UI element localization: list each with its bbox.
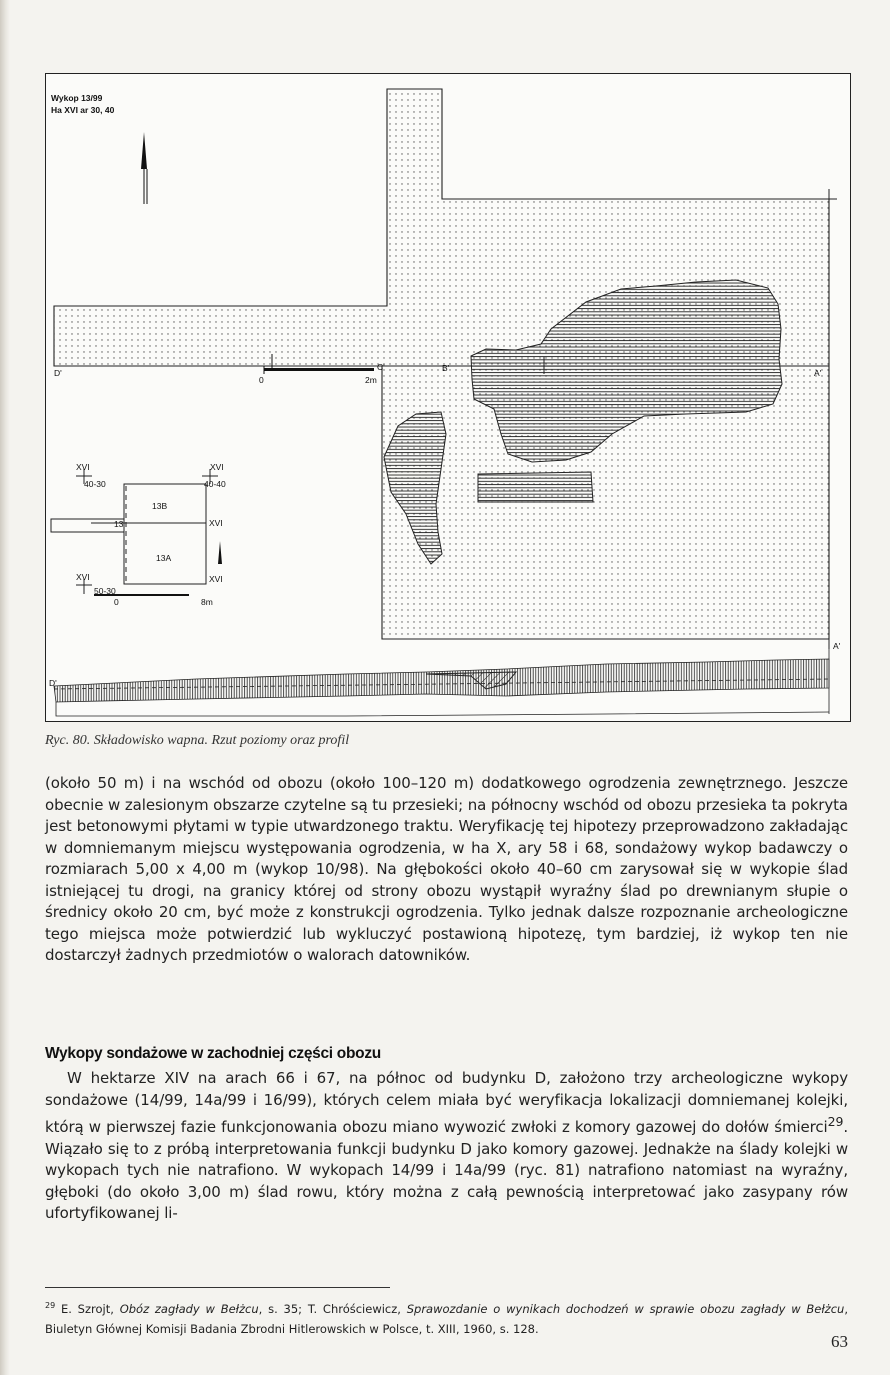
inset-label-13b: 13B: [152, 501, 168, 511]
inset-xvi-bottom-left: XVI: [76, 572, 90, 582]
scale-zero: 0: [259, 375, 264, 385]
footnote-reference[interactable]: 29: [827, 1114, 844, 1129]
section-point-c: C': [377, 362, 385, 372]
footnote-number: 29: [45, 1301, 56, 1310]
site-plan-figure: [45, 73, 851, 722]
paragraph-2-text-b: . Wiązało się to z próbą interpretowania funkcji budynku D jako komory gazowej. Jednakże na ślady kolejki w wykopach tych nie natrafiono. W wykopach 14/99 i 14a/99 (ryc. 81) natrafiono natomiast na wyraźny, głęboki (do około 3,00 m) ślad rowu, który można z całą pewnością interpretować jako zasypany rów ufortyfikowanej li-: [45, 1118, 848, 1222]
north-arrow-icon: [141, 132, 147, 204]
footnote-title-1: Obóz zagłady w Bełżcu: [119, 1301, 259, 1316]
inset-scale-zero: 0: [114, 597, 119, 607]
paragraph-2: [45, 1068, 848, 1225]
footnote-text-1: E. Szrojt,: [55, 1301, 120, 1316]
footnote-29: [45, 1296, 848, 1339]
page-edge-shadow: [0, 0, 10, 1375]
trench-label: Wykop 13/99: [51, 93, 103, 103]
inset-xvi-top-left: XVI: [76, 462, 90, 472]
profile-point-d: D': [49, 678, 57, 688]
footnote-text-2: , s. 35; T. Chróściewicz,: [258, 1301, 407, 1316]
profile-point-a: A': [833, 641, 841, 651]
inset-coord-bottom-left: 50-30: [94, 586, 116, 596]
inset-xvi-top-right: XVI: [210, 462, 224, 472]
section-heading: Wykopy sondażowe w zachodniej części obozu: [45, 1045, 381, 1062]
footnote-title-2: Sprawozdanie o wynikach dochodzeń w sprawie obozu zagłady w Bełżcu: [406, 1301, 845, 1316]
inset-xvi-bottom-right: XVI: [209, 574, 223, 584]
figure-caption: Ryc. 80. Składowisko wapna. Rzut poziomy oraz profil: [45, 733, 350, 748]
footnote-divider: [45, 1287, 390, 1288]
section-point-b: B': [442, 363, 450, 373]
paragraph-2-text-a: W hektarze XIV na arach 66 i 67, na północ od budynku D, założono trzy archeologiczne wykopy sondażowe (14/99, 14a/99 i 16/99), których celem miała być weryfikacja lokalizacji domniemanej kolejki, którą w pierwszej fazie funkcjonowania obozu miano wywozić zwłoki z komory gazowej do dołów śmierci: [45, 1069, 848, 1136]
section-profile: [54, 649, 829, 716]
area-label: Ha XVI ar 30, 40: [51, 105, 115, 115]
plan-and-profile-drawing: [46, 74, 850, 721]
scale-end: 2m: [365, 375, 377, 385]
inset-coord-top-right: 40-40: [204, 479, 226, 489]
footnote-text-3: , Biuletyn Głównej Komisji Badania Zbrodni Hitlerowskich w Polsce, t. XIII, 1960, s. 128.: [45, 1301, 848, 1336]
paragraph-1: (około 50 m) i na wschód od obozu (około 100–120 m) dodatkowego ogrodzenia zewnętrznego. Jeszcze obecnie w zalesionym obszarze czytelne są tu przesieki; na północny wschód od obozu przesieka ta pokryta jest betonowymi płytami w typie utwardzonego traktu. Weryfikację tej hipotezy przeprowadzono zakładając w domniemanym miejscu występowania ogrodzenia, w ha X, ary 58 i 68, sondażowy wykop badawczy o rozmiarach 5,00 x 4,00 m (wykop 10/98). Na głębokości około 40–60 cm zarysował się w wykopie ślad istniejącej tu drogi, na granicy której od strony obozu wystąpił wyraźny ślad po drewnianym słupie o średnicy około 20 cm, być może z konstrukcji ogrodzenia. Tylko jednak dalsze rozpoznanie archeologiczne tego miejsca może potwierdzić lub wykluczyć postawioną hipotezę, tym bardziej, iż wykop ten nie dostarczył żadnych przedmiotów o walorach datowników.: [45, 774, 848, 964]
lime-deposit-small: [478, 472, 593, 502]
inset-coord-top-left: 40-30: [84, 479, 106, 489]
inset-label-13a: 13A: [156, 553, 172, 563]
section-point-a: A': [814, 368, 822, 378]
inset-xvi-mid-right: XVI: [209, 518, 223, 528]
inset-scale-end: 8m: [201, 597, 213, 607]
inset-label-13: 13: [114, 519, 124, 529]
section-point-d: D': [54, 368, 62, 378]
page-number: 63: [831, 1332, 848, 1351]
